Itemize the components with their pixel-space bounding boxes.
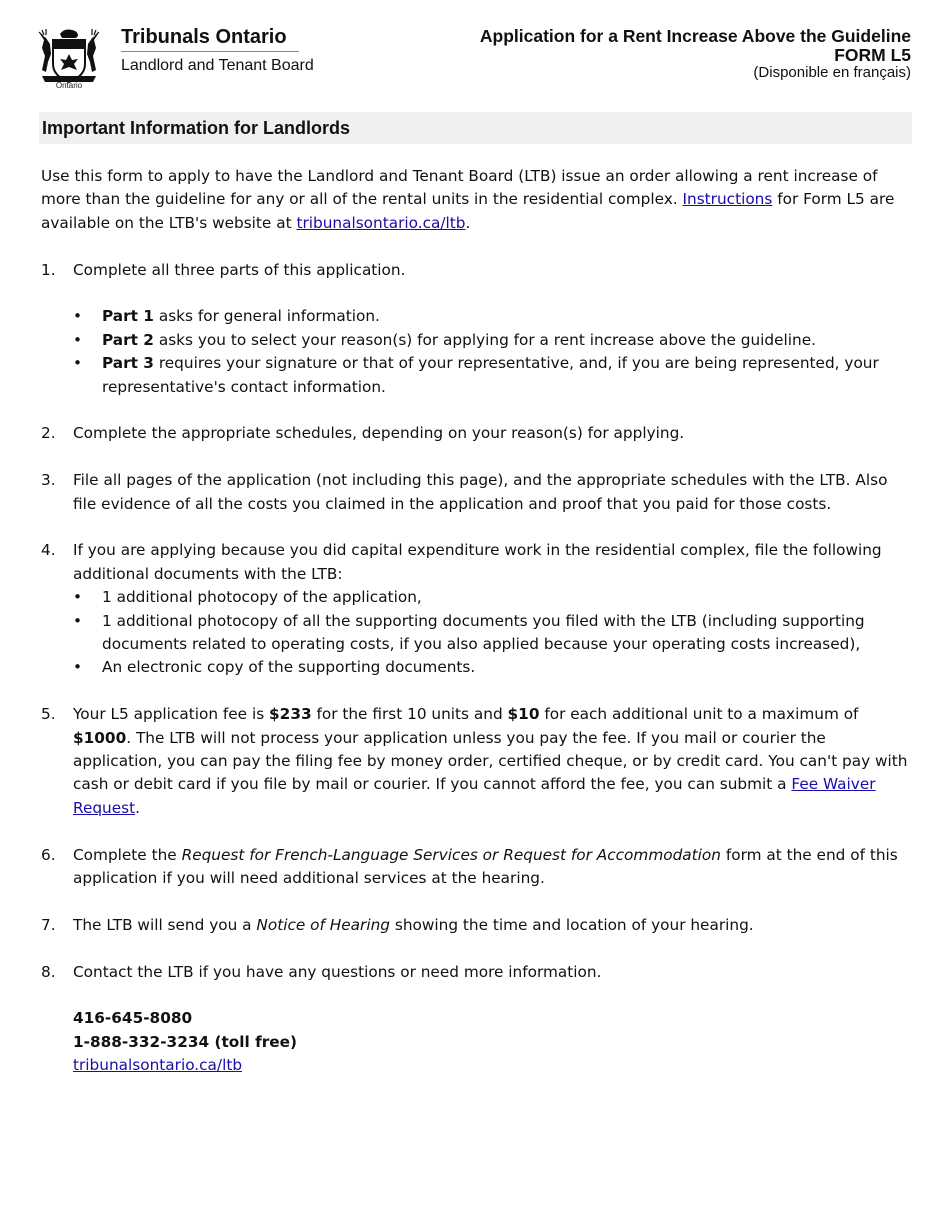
ltb-website-link[interactable]: tribunalsontario.ca/ltb [296,213,466,232]
list-item-4 [41,539,911,679]
form-heading [480,27,911,81]
bullet-bold: Part 2 [102,330,154,349]
bullet-text: asks for general information. [153,307,380,326]
contact-website-link[interactable]: tribunalsontario.ca/ltb [73,1056,243,1075]
bullet-text: 1 additional photocopy of the application, [102,588,422,607]
item-text-2: form at the end of this application if you will need additional services at the hearing. [73,845,898,888]
bullet-photocopy-supporting [73,610,911,657]
instructions-body [41,165,911,1078]
bullet-icon: • [73,330,83,349]
fee-waiver-link[interactable]: Fee Waiver Request [73,775,876,817]
bullet-part-3 [73,352,911,399]
item-text-1: The LTB will send you a [73,915,257,934]
bullet-bold: Part 3 [102,354,154,373]
bullet-icon: • [73,611,83,630]
org-divider [121,51,299,52]
fee-text-3: for each additional unit to a maximum of [539,705,859,724]
contact-block [41,1007,911,1077]
fee-text-4: . The LTB will not process your application unless you pay the fee. If you mail or courier the application, you can pay the filing fee by money order, certified cheque, or by credit card. You can't pay with cash or debit card if you file by mail or courier. If you cannot afford the fee, you can submit a [73,728,908,794]
item-number: 5. [41,705,56,724]
phone-number: 416-645-8080 [73,1009,193,1028]
item-text-2: showing the time and location of your hearing. [389,915,754,934]
list-item-3 [41,469,911,516]
list-item-1 [41,259,911,399]
form-number: FORM L5 [834,45,911,65]
instructions-link[interactable]: Instructions [682,190,773,209]
fee-text-2: for the first 10 units and [311,705,508,724]
fee-maximum-amount: $1000 [73,728,127,747]
bullet-icon: • [73,658,83,677]
item-text: If you are applying because you did capital expenditure work in the residential complex, file the following additional documents with the LTB: [73,541,882,583]
bullet-text: requires your signature or that of your representative, and, if you are being represented, your representative's contact information. [102,354,879,396]
bullet-part-1 [73,305,911,328]
fee-text-1: Your L5 application fee is [73,705,270,724]
bullet-part-2 [73,329,911,352]
bullet-text: asks you to select your reason(s) for applying for a rent increase above the guideline. [153,330,817,349]
fee-per-unit-amount: $10 [507,705,540,724]
page-header [0,0,950,100]
bullet-icon: • [73,588,83,607]
notice-of-hearing: Notice of Hearing [256,915,390,934]
item-number: 8. [41,962,56,981]
bullet-text: An electronic copy of the supporting documents. [102,658,476,677]
list-item-6 [41,844,911,891]
item-text: Complete all three parts of this application. [73,260,406,279]
french-availability-note: (Disponible en français) [753,64,911,81]
bullet-text: 1 additional photocopy of all the supporting documents you filed with the LTB (including supporting documents related to operating costs, if you also applied because your operating costs increased), [102,611,865,654]
section-title: Important Information for Landlords [42,118,350,138]
fee-text-5: . [135,798,141,817]
org-title: Tribunals Ontario [121,26,287,48]
item-number: 3. [41,471,56,490]
bullet-bold: Part 1 [102,307,154,326]
item-text: Contact the LTB if you have any questions or need more information. [73,962,602,981]
bullet-photocopy-application [73,586,911,609]
intro-paragraph [41,165,911,235]
form-title: Application for a Rent Increase Above the Guideline [479,26,911,46]
intro-text-c: . [465,213,471,232]
fee-base-amount: $233 [269,705,312,724]
item-text-1: Complete the [73,845,182,864]
org-subtitle: Landlord and Tenant Board [121,57,314,74]
crest-caption: Ontario [55,81,83,90]
item-number: 6. [41,845,56,864]
list-item-2 [41,422,911,445]
intro-text-a: Use this form to apply to have the Landlord and Tenant Board (LTB) issue an order allowing a rent increase of more than the guideline for any or all of the rental units in the residential complex. [41,167,878,209]
item-number: 1. [41,260,56,279]
list-item-5 [41,703,911,820]
parts-bullet-list [73,305,911,399]
toll-free-number: 1-888-332-3234 (toll free) [73,1032,298,1051]
section-header [39,112,912,144]
intro-text-b: for Form L5 are available on the LTB's website at [41,190,895,232]
item-number: 4. [41,541,56,560]
list-item-8 [41,961,911,984]
item-number: 7. [41,915,56,934]
bullet-icon: • [73,354,83,373]
request-form-name: Request for French-Language Services or Request for Accommodation [181,845,721,864]
bullet-icon: • [73,307,83,326]
list-item-7 [41,914,911,937]
bullet-electronic-copy [73,656,911,679]
item-text: File all pages of the application (not including this page), and the appropriate schedules with the LTB. Also file evidence of all the costs you claimed in the application and proof that you paid for those costs. [73,471,888,513]
documents-bullet-list [73,586,911,680]
item-number: 2. [41,424,56,443]
item-text: Complete the appropriate schedules, depending on your reason(s) for applying. [73,424,685,443]
